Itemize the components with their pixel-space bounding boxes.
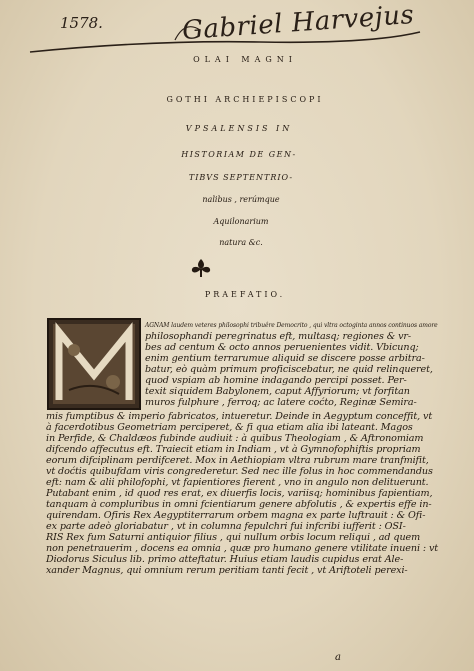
text-line: eorum difciplinam perdifceret. Mox in Aethiopiam vltra rubrum mare tranfmifit, <box>46 455 429 466</box>
text-line: RIS Rex fum Saturni antiquior filius , qui nullum orbis locum reliqui , ad quem <box>46 532 421 543</box>
text-line: AGNAM laudem veteres philosophi tribuêre Democrito , qui vltra octoginta annos continuos amore <box>145 322 438 329</box>
preface-heading: PRAEFATIO. <box>204 290 286 299</box>
title-line-4: HISTORIAM DE GEN- <box>181 150 297 159</box>
text-line: in Perfide, & Chaldæos fubinde audiuit : à quibus Theologiam , & Aftronomiam <box>46 433 424 444</box>
text-line: eft: nam & alii philofophi, vt fapientiores fierent , vno in angulo non delituerunt. <box>46 477 429 488</box>
title-line-2: GOTHI ARCHIEPISCOPI <box>166 95 324 104</box>
text-line: ex parte adeò gloriabatur , vt in columna fepulchri fui infcribi iufferit : OSI- <box>46 521 406 532</box>
title-line-3: VPSALENSIS IN <box>185 124 293 133</box>
text-line: batur, eò quàm primum proficiscebatur, ne quid relinqueret, <box>145 364 433 375</box>
text-line: Diodorus Siculus lib. primo atteftatur. Huius etiam laudis cupidus erat Ale- <box>46 554 404 565</box>
catchword: a <box>335 652 341 663</box>
title-line-8: natura &c. <box>219 238 263 247</box>
fleuron-icon <box>188 257 214 279</box>
title-author: OLAI MAGNI <box>193 55 297 64</box>
decorated-initial-icon <box>47 318 141 410</box>
text-line: à facerdotibus Geometriam perciperet, & fi qua etiam alia ibi lateant. Magos <box>46 422 413 433</box>
text-line: philosophandi peregrinatus eft, multasq; regiones & vr- <box>145 331 412 342</box>
text-line: Putabant enim , id quod res erat, ex diuerfis locis, variisq; hominibus fapientiam, <box>46 488 433 499</box>
text-line: enim gentium terrarumue aliquid se discere posse arbitra- <box>145 353 425 364</box>
text-line: muros fulphure , ferroq; ac latere coćto, Reginæ Semira- <box>145 397 417 408</box>
text-line: texit siquidem Babylonem, caput Affyriorum; vt forfitan <box>145 386 410 397</box>
text-line: tanquam à compluribus in omni fcientiarum genere abfolutis , & expertis effe in- <box>46 499 432 510</box>
text-line: quod vspiam ab homine indagando percipi posset. Per- <box>145 375 407 386</box>
title-line-7: Aquilonarium <box>213 217 269 226</box>
handwritten-signature: Gabriel Harvejus <box>181 0 416 47</box>
title-line-5: TIBVS SEPTENTRIO- <box>188 173 294 182</box>
text-line: vt doćtis quibufdam viris congrederetur. Sed nec ille folus in hoc commendandus <box>46 466 433 477</box>
signature-flourish-icon <box>0 0 474 80</box>
handwritten-year: 1578. <box>60 14 103 32</box>
text-line: non penetrauerim , docens ea omnia , quæ pro humano genere vtilitate inueni : vt <box>46 543 439 554</box>
text-line: mis fumptibus & imperio fabricatos, intueretur. Deinde in Aegyptum conceffit, vt <box>46 411 433 422</box>
title-line-6: nalibus , rerúmque <box>202 195 280 204</box>
text-line: difcendo affecutus eft. Traiecit etiam in Indiam , vt à Gymnofophiftis propriam <box>46 444 421 455</box>
text-line: quirendam. Ofiris Rex Aegyptiterrarum orbem magna ex parte luftrauit : & Ofi- <box>46 510 426 521</box>
text-line: bes ad centum & octo annos peruenientes vidit. Vbicunq; <box>145 342 419 353</box>
text-line: xander Magnus, qui omnium rerum peritiam tanti fecit , vt Ariftoteli perexi- <box>46 565 408 576</box>
